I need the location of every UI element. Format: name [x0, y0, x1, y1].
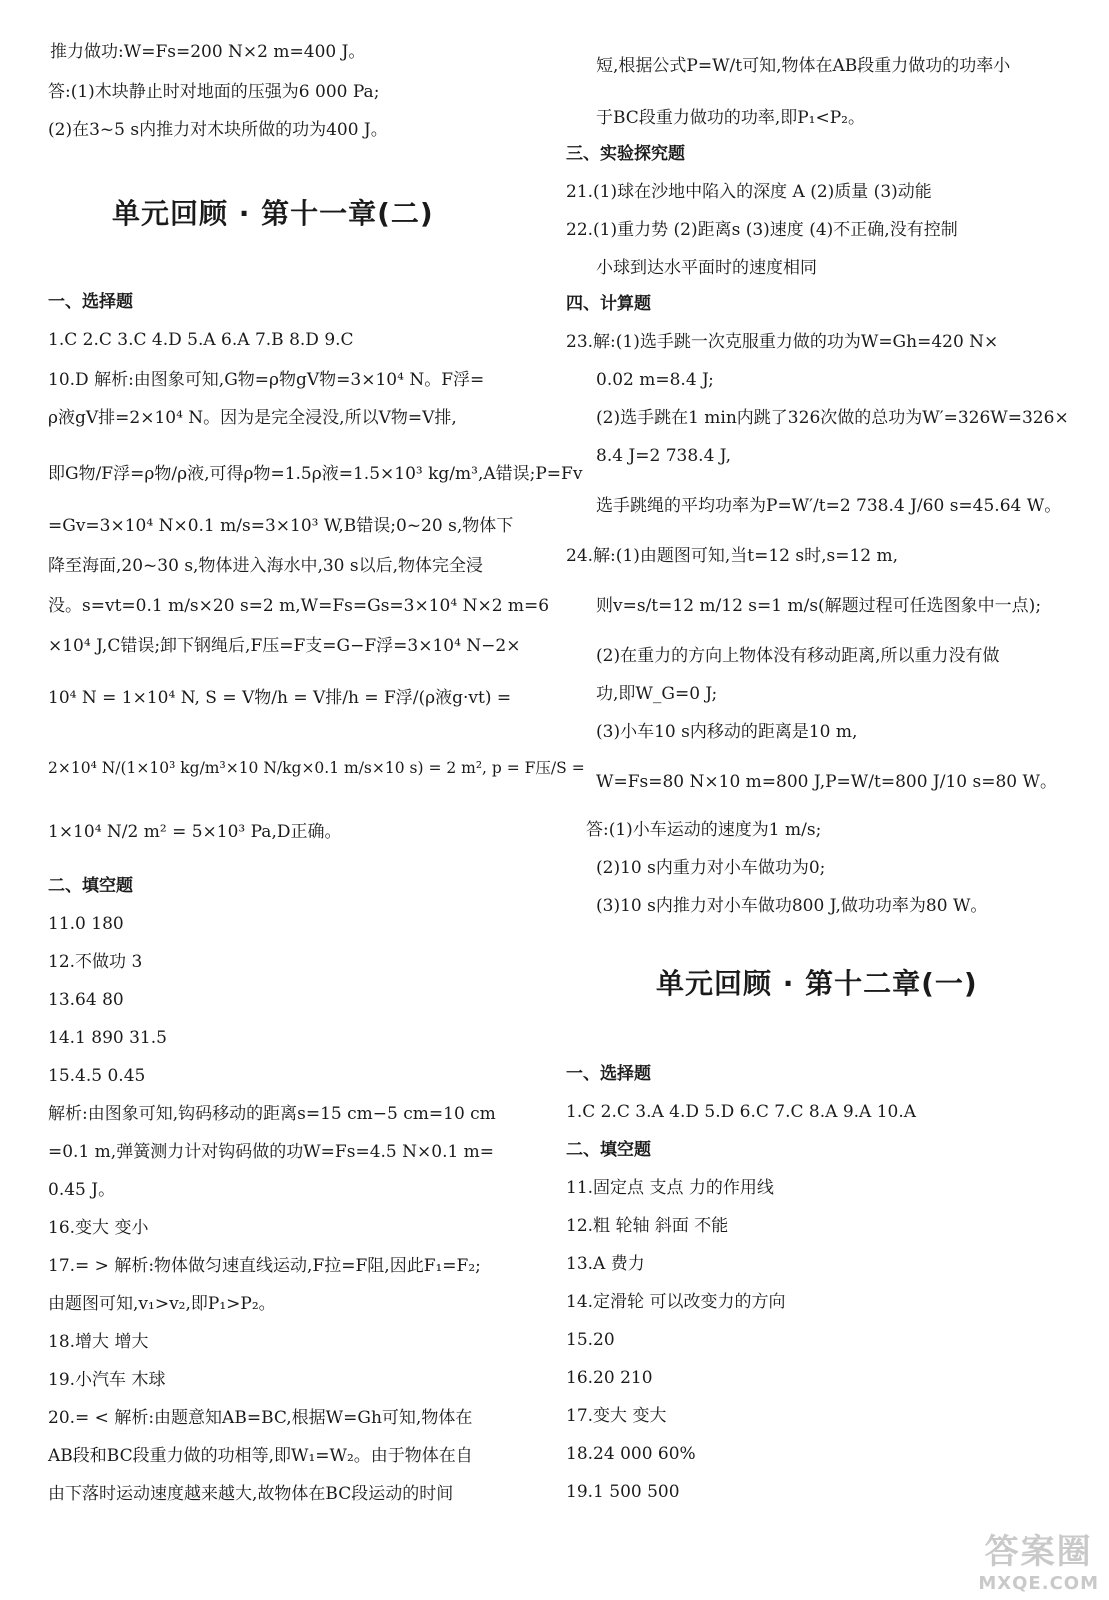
text-line: (2)在3~5 s内推力对木块所做的功为400 J。	[48, 120, 388, 140]
section-heading: 四、计算题	[566, 294, 651, 314]
watermark-logo	[978, 1524, 1099, 1594]
answer-line: AB段和BC段重力做的功相等,即W₁=W₂。由于物体在自	[48, 1446, 473, 1466]
text-line: 答:(1)木块静止时对地面的压强为6 000 Pa;	[48, 82, 380, 102]
text-line: 短,根据公式P=W/t可知,物体在AB段重力做功的功率小	[596, 56, 1011, 76]
section-heading: 一、选择题	[48, 292, 133, 312]
answer-line: (2)10 s内重力对小车做功为0;	[596, 858, 826, 878]
answer-line: 19.小汽车 木球	[48, 1370, 166, 1390]
answer-line: =Gv=3×10⁴ N×0.1 m/s=3×10³ W,B错误;0~20 s,物体下	[48, 516, 514, 536]
answer-line: 14.定滑轮 可以改变力的方向	[566, 1292, 786, 1312]
answer-line: 12.不做功 3	[48, 952, 143, 972]
answer-line: W=Fs=80 N×10 m=800 J,P=W/t=800 J/10 s=80 W。	[596, 772, 1057, 792]
answer-line: ρ液gV排=2×10⁴ N。因为是完全浸没,所以V物=V排,	[48, 408, 457, 428]
answer-line: 18.24 000 60%	[566, 1444, 696, 1464]
section-heading: 二、填空题	[48, 876, 133, 896]
answer-line: 13.A 费力	[566, 1254, 645, 1274]
answer-line: 由题图可知,v₁>v₂,即P₁>P₂。	[48, 1294, 276, 1314]
answer-line: (2)在重力的方向上物体没有移动距离,所以重力没有做	[596, 646, 1000, 666]
answer-line: ×10⁴ J,C错误;卸下钢绳后,F压=F支=G−F浮=3×10⁴ N−2×	[48, 636, 521, 656]
answer-line: 0.02 m=8.4 J;	[596, 370, 714, 390]
chapter-title: 单元回顾 · 第十二章(一)	[656, 967, 978, 1000]
answer-line: 8.4 J=2 738.4 J,	[596, 446, 732, 466]
watermark-text: 答案圈	[984, 1532, 1093, 1572]
answer-line: 功,即W_G=0 J;	[596, 684, 718, 704]
answer-line: 14.1 890 31.5	[48, 1028, 167, 1048]
answer-line: 即G物/F浮=ρ物/ρ液,可得ρ物=1.5ρ液=1.5×10³ kg/m³,A错误;P=Fv	[48, 464, 583, 484]
answer-line: 18.增大 增大	[48, 1332, 149, 1352]
answer-line: 15.4.5 0.45	[48, 1066, 146, 1086]
answer-line: 24.解:(1)由题图可知,当t=12 s时,s=12 m,	[566, 546, 899, 566]
answer-line: 21.(1)球在沙地中陷入的深度 A (2)质量 (3)动能	[566, 182, 932, 202]
answer-line: 1×10⁴ N/2 m² = 5×10³ Pa,D正确。	[48, 822, 342, 842]
answer-line: 小球到达水平面时的速度相同	[596, 258, 817, 278]
answer-line: =0.1 m,弹簧测力计对钩码做的功W=Fs=4.5 N×0.1 m=	[48, 1142, 495, 1162]
answer-line: 10⁴ N = 1×10⁴ N, S = V物/h = V排/h = F浮/(ρ液g·vt) =	[48, 688, 512, 708]
answer-line: 16.变大 变小	[48, 1218, 149, 1238]
text-line: 推力做功:W=Fs=200 N×2 m=400 J。	[50, 42, 366, 62]
answer-line: 12.粗 轮轴 斜面 不能	[566, 1216, 729, 1236]
section-heading: 一、选择题	[566, 1064, 651, 1084]
answer-line: 17.= > 解析:物体做匀速直线运动,F拉=F阻,因此F₁=F₂;	[48, 1256, 481, 1276]
answer-line: 16.20 210	[566, 1368, 653, 1388]
answer-line: 22.(1)重力势 (2)距离s (3)速度 (4)不正确,没有控制	[566, 220, 958, 240]
answer-line: 由下落时运动速度越来越大,故物体在BC段运动的时间	[48, 1484, 454, 1504]
answer-line: 19.1 500 500	[566, 1482, 680, 1502]
answer-line: 0.45 J。	[48, 1180, 116, 1200]
answer-line: 1.C 2.C 3.C 4.D 5.A 6.A 7.B 8.D 9.C	[48, 330, 354, 350]
answer-line: 解析:由图象可知,钩码移动的距离s=15 cm−5 cm=10 cm	[48, 1104, 496, 1124]
answer-line: 10.D 解析:由图象可知,G物=ρ物gV物=3×10⁴ N。F浮=	[48, 370, 485, 390]
answer-line: (3)小车10 s内移动的距离是10 m,	[596, 722, 858, 742]
answer-line: 答:(1)小车运动的速度为1 m/s;	[586, 820, 822, 840]
answer-line: 13.64 80	[48, 990, 124, 1010]
section-heading: 三、实验探究题	[566, 144, 685, 164]
answer-line: (2)选手跳在1 min内跳了326次做的总功为W′=326W=326×	[596, 408, 1069, 428]
answer-line: 2×10⁴ N/(1×10³ kg/m³×10 N/kg×0.1 m/s×10 s) = 2 m², p = F压/S =	[48, 759, 585, 777]
text-line: 于BC段重力做功的功率,即P₁<P₂。	[596, 108, 865, 128]
answer-line: 1.C 2.C 3.A 4.D 5.D 6.C 7.C 8.A 9.A 10.A	[566, 1102, 917, 1122]
answer-line: 没。s=vt=0.1 m/s×20 s=2 m,W=Fs=Gs=3×10⁴ N×2 m=6	[48, 596, 550, 616]
answer-line: 17.变大 变大	[566, 1406, 667, 1426]
chapter-title: 单元回顾 · 第十一章(二)	[112, 197, 434, 230]
answer-line: 20.= < 解析:由题意知AB=BC,根据W=Gh可知,物体在	[48, 1408, 473, 1428]
watermark-url: MXQE.COM	[978, 1573, 1099, 1594]
answer-line: (3)10 s内推力对小车做功800 J,做功功率为80 W。	[596, 896, 988, 916]
answer-line: 降至海面,20~30 s,物体进入海水中,30 s以后,物体完全浸	[48, 556, 484, 576]
answer-line: 则v=s/t=12 m/12 s=1 m/s(解题过程可任选图象中一点);	[596, 596, 1042, 616]
answer-line: 23.解:(1)选手跳一次克服重力做的功为W=Gh=420 N×	[566, 332, 999, 352]
answer-line: 11.0 180	[48, 914, 124, 934]
answer-line: 15.20	[566, 1330, 615, 1350]
answer-line: 11.固定点 支点 力的作用线	[566, 1178, 774, 1198]
section-heading: 二、填空题	[566, 1140, 651, 1160]
answer-line: 选手跳绳的平均功率为P=W′/t=2 738.4 J/60 s=45.64 W。	[596, 496, 1062, 516]
